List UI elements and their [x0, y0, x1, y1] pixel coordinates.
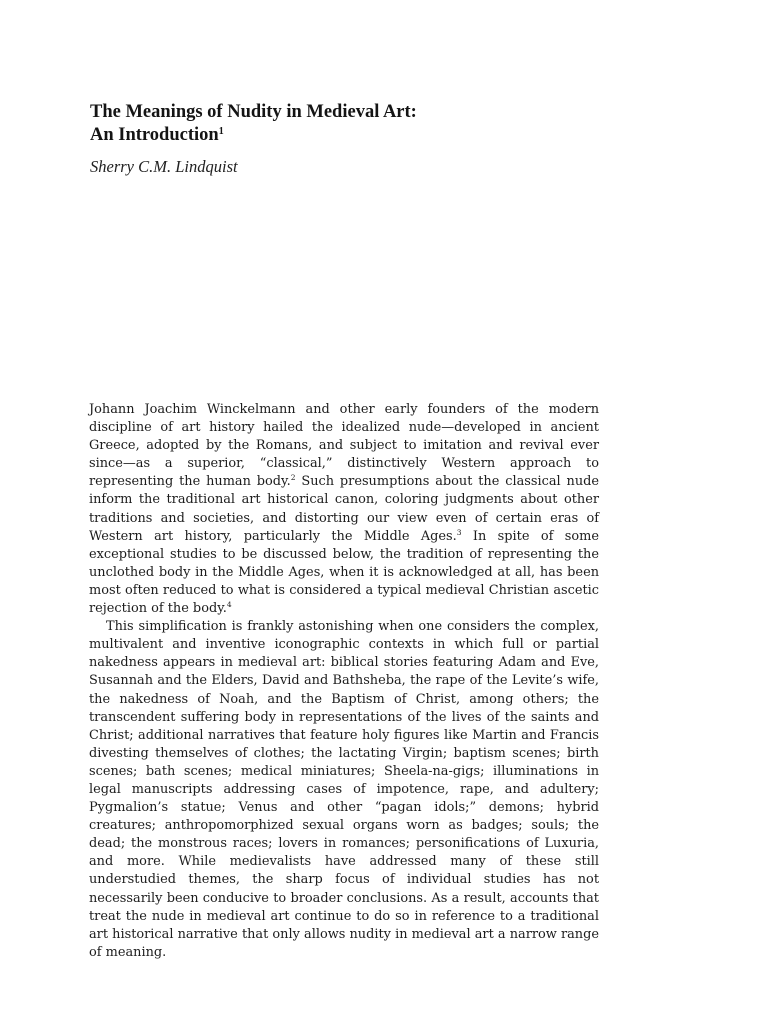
footnote-ref-4[interactable]: 4: [226, 600, 232, 610]
title-line-1: The Meanings of Nudity in Medieval Art:: [90, 102, 417, 122]
title-line-2: An Introduction: [90, 125, 219, 145]
article-title: [90, 101, 610, 147]
footnote-ref-1[interactable]: 1: [218, 126, 224, 137]
footnote-ref-3[interactable]: 3: [456, 527, 462, 537]
article-body: [89, 401, 599, 962]
paragraph-1: [89, 401, 599, 618]
paragraph-1-sentence-3: In spite of some exceptional studies to be discussed below, the tradition of representing the unclothed body in the Middle Ages, when it is acknowledged at all, has been most often reduced to what is considered a typical medieval Christian ascetic rejection of the body.: [89, 528, 599, 617]
footnote-ref-2[interactable]: 2: [290, 473, 296, 483]
author-name: Sherry C.M. Lindquist: [90, 157, 238, 176]
paragraph-1-sentence-1: Johann Joachim Winckelmann and other early founders of the modern discipline of art history hailed the idealized nude—developed in ancient Greece, adopted by the Romans, and subject to imitation and revival ever since—as a superior, “classical,” distinctively Western approach to representing the human body.: [89, 402, 599, 490]
paragraph-1-sentence-2: Such presumptions about the classical nude inform the traditional art historical canon, coloring judgments about other traditions and societies, and distorting our view even of certain eras of Western art history, particularly the Middle Ages.: [89, 474, 599, 544]
paragraph-2: This simplification is frankly astonishing when one considers the complex, multivalent and inventive iconographic contexts in which full or partial nakedness appears in medieval art: biblical stories featuring Adam and Eve, Susannah and the Elders, David and Bathsheba, the rape of the Levite’s wife, the nakedness of Noah, and the Baptism of Christ, among others; the transcendent suffering body in representations of the lives of the saints and Christ; additional narratives that feature holy figures like Martin and Francis divesting themselves of clothes; the lactating Virgin; baptism scenes; birth scenes; bath scenes; medical miniatures; Sheela-na-gigs; illuminations in legal manuscripts addressing cases of impotence, rape, and adultery; Pygmalion’s statue; Venus and other “pagan idols;” demons; hybrid creatures; anthropomorphized sexual organs worn as badges; souls; the dead; the monstrous races; lovers in romances; personifications of Luxuria, and more. While medievalists have addressed many of these still understudied themes, the sharp focus of individual studies has not necessarily been conducive to broader conclusions. As a result, accounts that treat the nude in medieval art continue to do so in reference to a traditional art historical narrative that only allows nudity in medieval art a narrow range of meaning.: [89, 619, 599, 960]
